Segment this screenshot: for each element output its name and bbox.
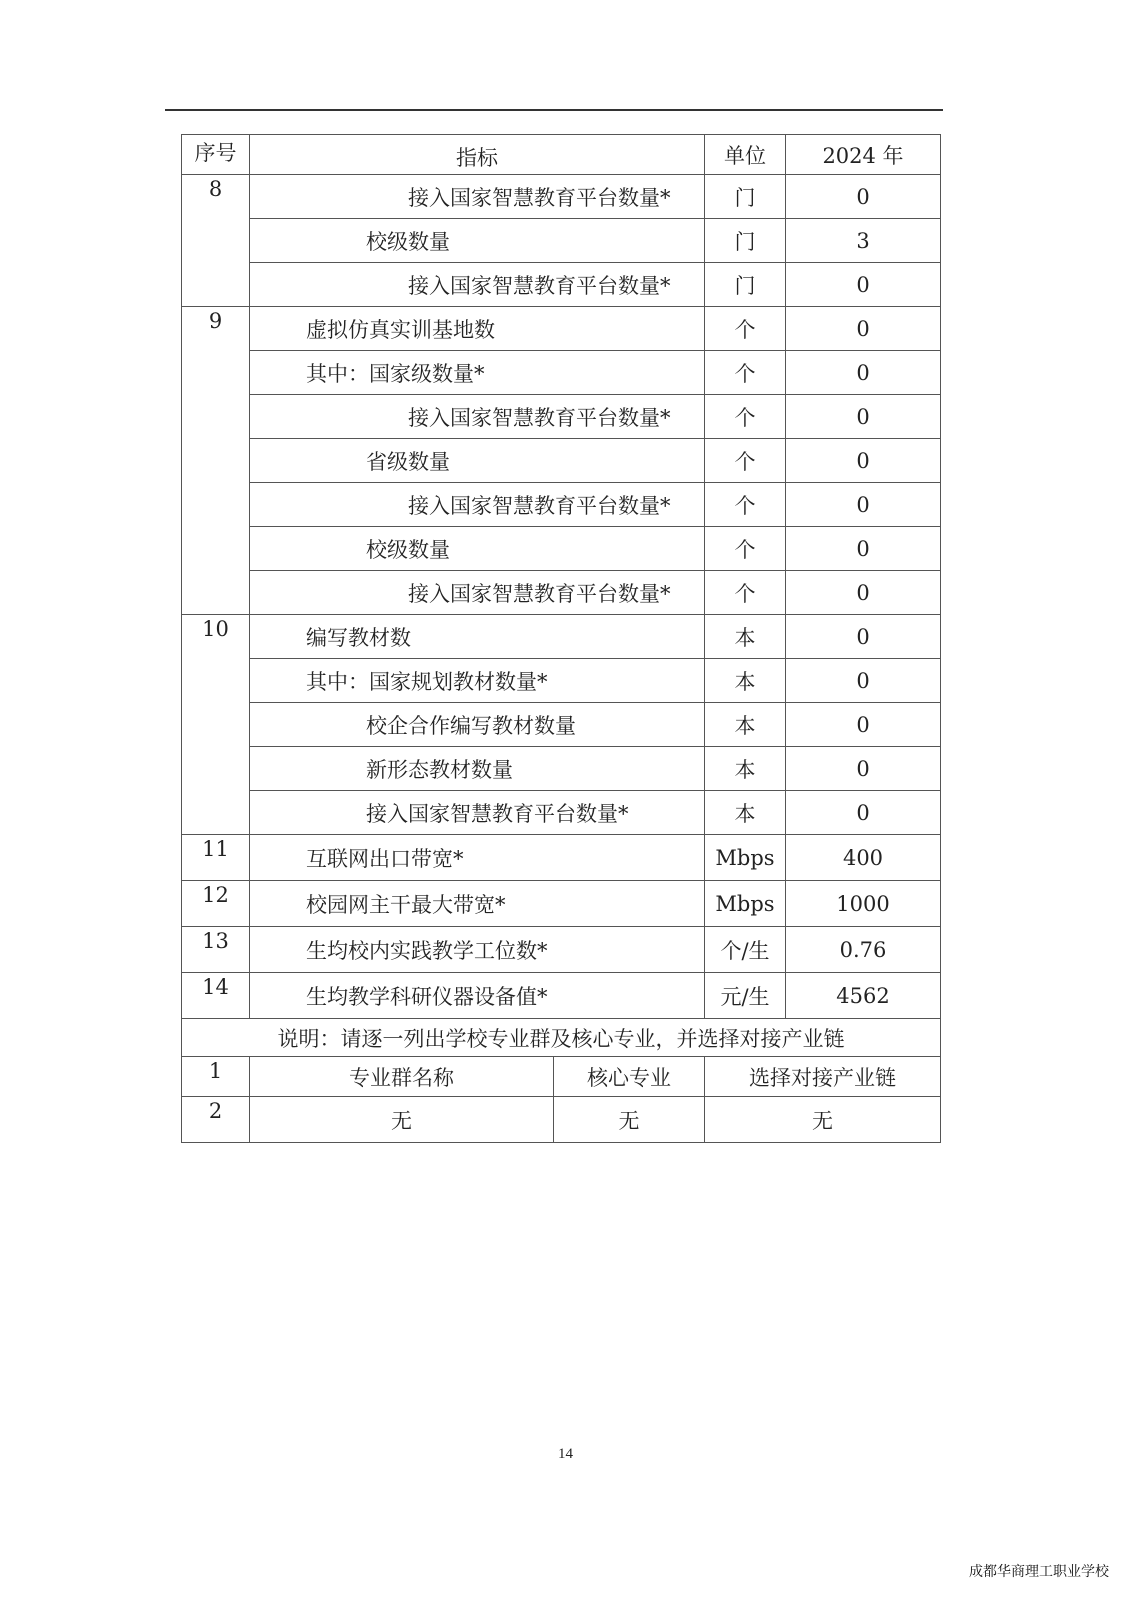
row-indicator: 校级数量 xyxy=(250,219,705,263)
table-row xyxy=(182,395,941,439)
table-row xyxy=(182,881,941,927)
row-value: 0 xyxy=(786,747,941,791)
footer-school-name: 成都华商理工职业学校 xyxy=(969,1564,1109,1580)
table-row xyxy=(182,175,941,219)
row-indicator: 接入国家智慧教育平台数量* xyxy=(250,483,705,527)
row-unit: 门 xyxy=(705,263,786,307)
table-row xyxy=(182,835,941,881)
sub-table-header-row xyxy=(182,1057,941,1097)
row-indicator: 接入国家智慧教育平台数量* xyxy=(250,571,705,615)
sub-row-seq: 2 xyxy=(182,1097,250,1143)
header-indicator: 指标 xyxy=(250,135,705,175)
row-indicator: 虚拟仿真实训基地数 xyxy=(250,307,705,351)
row-unit: 个 xyxy=(705,483,786,527)
row-indicator: 校级数量 xyxy=(250,527,705,571)
row-indicator: 校企合作编写教材数量 xyxy=(250,703,705,747)
row-unit: 门 xyxy=(705,219,786,263)
row-indicator: 新形态教材数量 xyxy=(250,747,705,791)
row-value: 3 xyxy=(786,219,941,263)
header-unit: 单位 xyxy=(705,135,786,175)
table-row xyxy=(182,747,941,791)
row-unit: 个/生 xyxy=(705,927,786,973)
row-indicator: 生均校内实践教学工位数* xyxy=(250,927,705,973)
table-row xyxy=(182,351,941,395)
table-row xyxy=(182,659,941,703)
row-seq: 8 xyxy=(182,175,250,307)
row-indicator: 其中：国家级数量* xyxy=(250,351,705,395)
row-seq: 13 xyxy=(182,927,250,973)
row-unit: 本 xyxy=(705,615,786,659)
table-row xyxy=(182,527,941,571)
row-seq: 9 xyxy=(182,307,250,615)
row-value: 0 xyxy=(786,395,941,439)
sub-row-group-name: 无 xyxy=(250,1097,554,1143)
header-rule xyxy=(165,109,943,111)
row-seq: 10 xyxy=(182,615,250,835)
row-seq: 14 xyxy=(182,973,250,1019)
row-unit: 本 xyxy=(705,791,786,835)
row-indicator: 接入国家智慧教育平台数量* xyxy=(250,395,705,439)
table-row xyxy=(182,219,941,263)
sub-header-core-major: 核心专业 xyxy=(554,1057,705,1097)
row-unit: 个 xyxy=(705,439,786,483)
table-row xyxy=(182,791,941,835)
row-unit: 个 xyxy=(705,571,786,615)
row-unit: 个 xyxy=(705,351,786,395)
row-indicator: 省级数量 xyxy=(250,439,705,483)
row-unit: 本 xyxy=(705,659,786,703)
row-value: 0 xyxy=(786,483,941,527)
row-indicator: 接入国家智慧教育平台数量* xyxy=(250,175,705,219)
table-row xyxy=(182,263,941,307)
row-unit: Mbps xyxy=(705,881,786,927)
row-value: 400 xyxy=(786,835,941,881)
row-unit: 本 xyxy=(705,703,786,747)
row-value: 0 xyxy=(786,615,941,659)
row-value: 0 xyxy=(786,439,941,483)
row-seq: 12 xyxy=(182,881,250,927)
table-row xyxy=(182,703,941,747)
row-value: 0 xyxy=(786,791,941,835)
row-value: 0 xyxy=(786,703,941,747)
table-header-row xyxy=(182,135,941,175)
row-value: 0.76 xyxy=(786,927,941,973)
row-unit: 个 xyxy=(705,395,786,439)
row-unit: Mbps xyxy=(705,835,786,881)
row-value: 0 xyxy=(786,351,941,395)
row-value: 1000 xyxy=(786,881,941,927)
row-value: 4562 xyxy=(786,973,941,1019)
row-indicator: 接入国家智慧教育平台数量* xyxy=(250,263,705,307)
indicator-table xyxy=(181,134,941,1143)
table-row xyxy=(182,927,941,973)
page-number: 14 xyxy=(558,1446,573,1462)
row-indicator: 编写教材数 xyxy=(250,615,705,659)
table-row xyxy=(182,571,941,615)
table-row xyxy=(182,973,941,1019)
row-unit: 元/生 xyxy=(705,973,786,1019)
header-seq: 序号 xyxy=(182,135,250,175)
header-year: 2024 年 xyxy=(786,135,941,175)
row-value: 0 xyxy=(786,527,941,571)
row-value: 0 xyxy=(786,571,941,615)
row-indicator: 校园网主干最大带宽* xyxy=(250,881,705,927)
row-unit: 门 xyxy=(705,175,786,219)
table-row xyxy=(182,307,941,351)
table-row xyxy=(182,439,941,483)
row-unit: 本 xyxy=(705,747,786,791)
sub-header-seq: 1 xyxy=(182,1057,250,1097)
sub-row-core-major: 无 xyxy=(554,1097,705,1143)
note-row xyxy=(182,1019,941,1057)
row-seq: 11 xyxy=(182,835,250,881)
note-text: 说明：请逐一列出学校专业群及核心专业，并选择对接产业链 xyxy=(182,1019,941,1057)
sub-row-industry-chain: 无 xyxy=(705,1097,941,1143)
row-indicator: 其中：国家规划教材数量* xyxy=(250,659,705,703)
row-indicator: 生均教学科研仪器设备值* xyxy=(250,973,705,1019)
table-row xyxy=(182,483,941,527)
sub-header-group-name: 专业群名称 xyxy=(250,1057,554,1097)
sub-header-industry-chain: 选择对接产业链 xyxy=(705,1057,941,1097)
row-value: 0 xyxy=(786,263,941,307)
row-unit: 个 xyxy=(705,307,786,351)
row-value: 0 xyxy=(786,175,941,219)
table-row xyxy=(182,615,941,659)
row-value: 0 xyxy=(786,307,941,351)
row-unit: 个 xyxy=(705,527,786,571)
row-indicator: 互联网出口带宽* xyxy=(250,835,705,881)
row-value: 0 xyxy=(786,659,941,703)
sub-table-row xyxy=(182,1097,941,1143)
row-indicator: 接入国家智慧教育平台数量* xyxy=(250,791,705,835)
